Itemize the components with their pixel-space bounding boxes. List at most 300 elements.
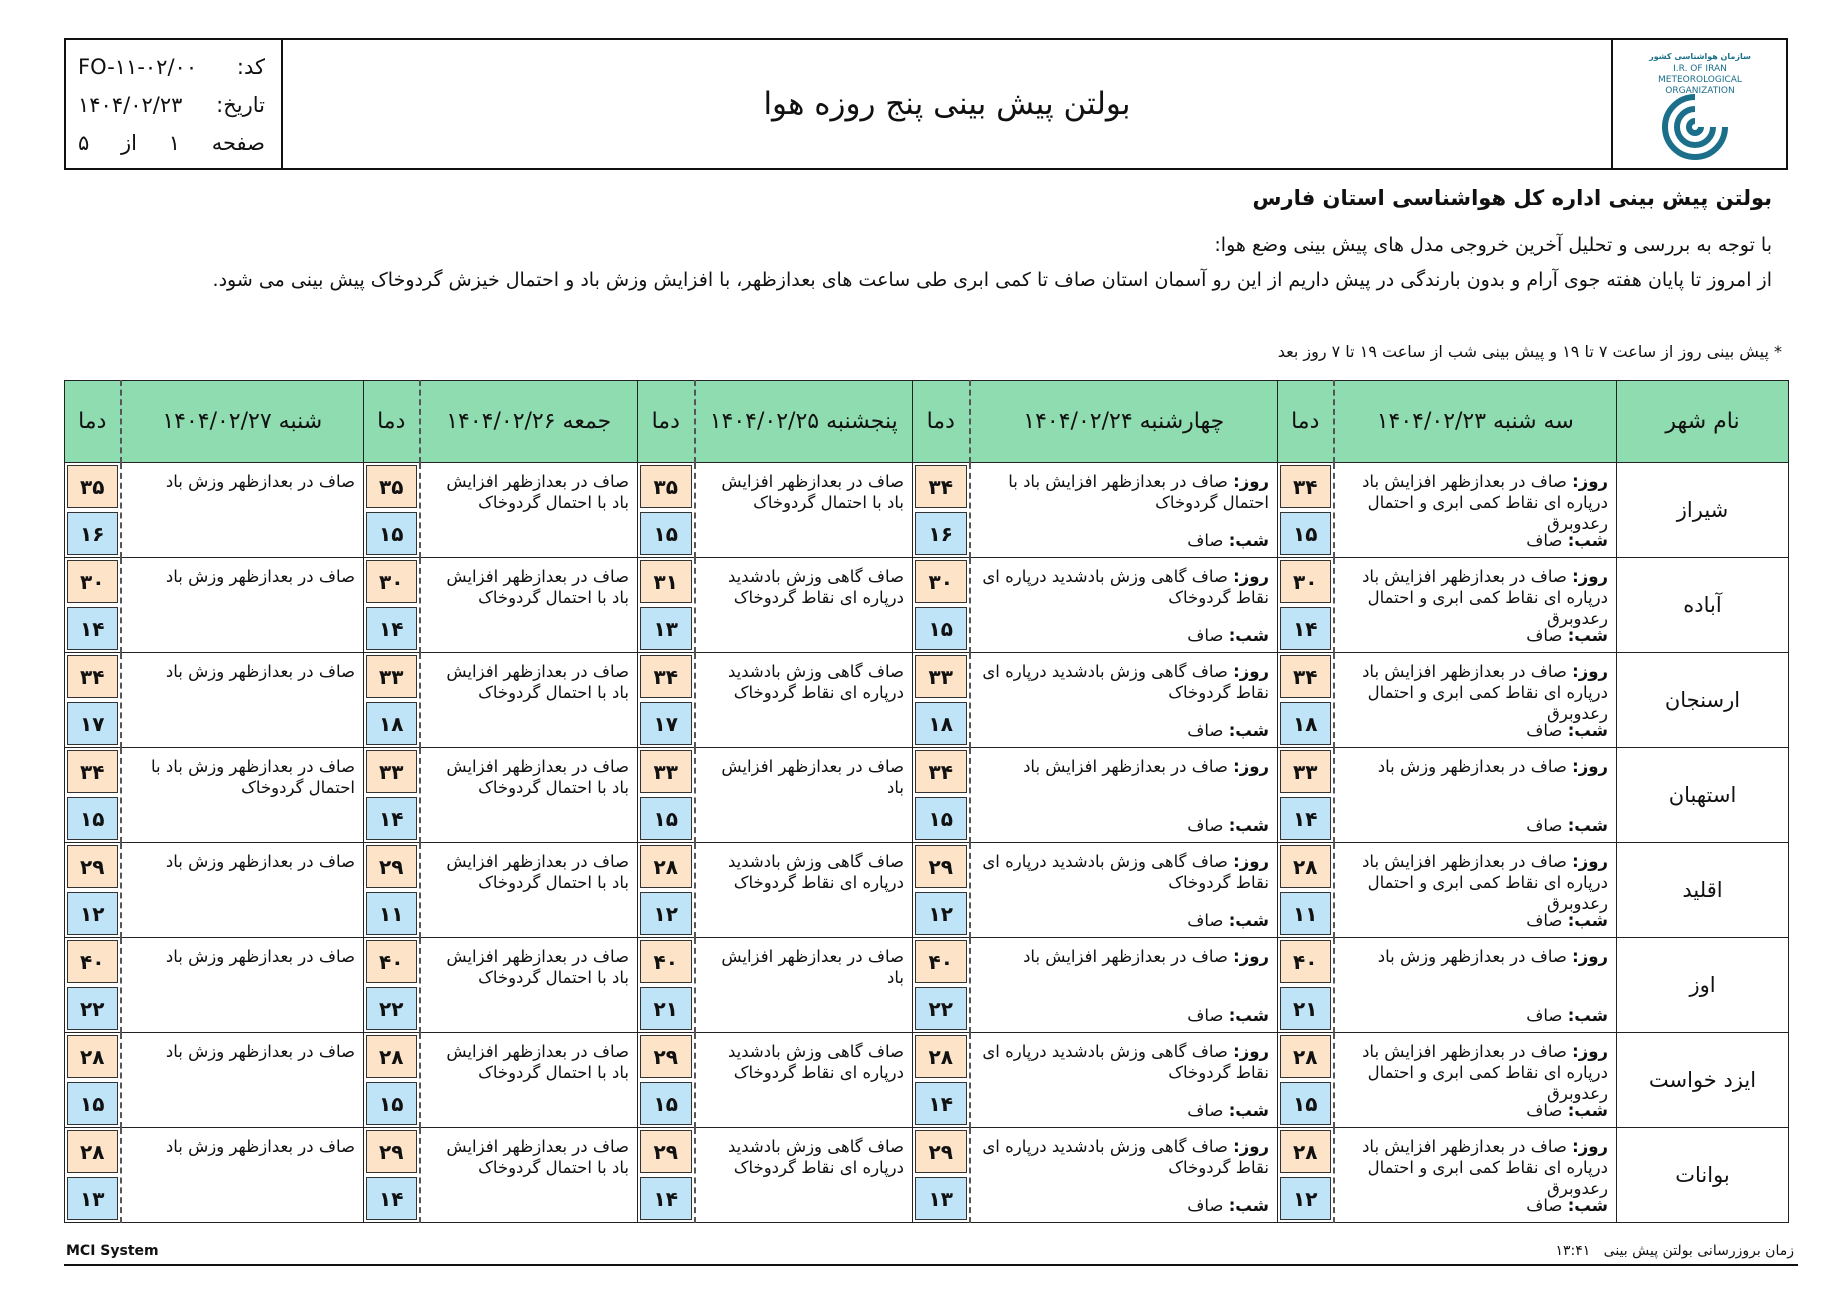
city-name: اوز (1617, 938, 1789, 1033)
temp-4-header: دما (364, 381, 420, 463)
min-temperature: ۱۵ (640, 512, 692, 555)
city-name: ارسنجان (1617, 653, 1789, 748)
forecast-hours-note: * پیش بینی روز از ساعت ۷ تا ۱۹ و پیش بینی شب از ساعت ۱۹ تا ۷ روز بعد (1277, 342, 1782, 361)
max-temperature: ۲۸ (1280, 1130, 1331, 1173)
temperature-cell (1278, 653, 1334, 748)
min-temperature: ۱۱ (366, 892, 417, 935)
temperature-cell (65, 748, 121, 843)
logo-en-line3: ORGANIZATION (1664, 85, 1735, 96)
forecast-description (420, 938, 638, 1033)
day-label: روز: (1233, 1042, 1269, 1061)
forecast-text: صاف در بعدازظهر وزش باد (165, 1042, 355, 1061)
forecast-text: صاف در بعدازظهر افزایش باد با احتمال گردوخاک (446, 662, 629, 702)
night-label: شب: (1228, 626, 1269, 645)
max-temperature: ۴۰ (366, 940, 417, 983)
day-label: روز: (1572, 757, 1608, 776)
night-forecast-line (1526, 910, 1608, 931)
min-temperature: ۱۷ (67, 702, 118, 745)
day-forecast: صاف گاهی وزش بادشدید درپاره ای نقاط گردوخاک (982, 1137, 1269, 1177)
min-temperature: ۱۴ (366, 607, 417, 650)
day-forecast: صاف گاهی وزش بادشدید درپاره ای نقاط گردوخاک (982, 567, 1269, 607)
forecast-description (1334, 748, 1617, 843)
forecast-description (695, 843, 913, 938)
night-label: شب: (1567, 531, 1608, 550)
day-label: روز: (1233, 472, 1269, 491)
day-label: روز: (1572, 472, 1608, 491)
forecast-description (1334, 463, 1617, 558)
temperature-cell (638, 748, 695, 843)
min-temperature: ۱۲ (640, 892, 692, 935)
forecast-description (121, 938, 364, 1033)
logo-en-line2: METEOROLOGICAL (1657, 74, 1742, 85)
forecast-text: صاف در بعدازظهر وزش باد (165, 947, 355, 966)
day-label: روز: (1572, 567, 1608, 586)
system-label: MCI System (66, 1243, 159, 1259)
forecast-description (420, 1033, 638, 1128)
max-temperature: ۲۸ (640, 845, 692, 888)
forecast-text: صاف در بعدازظهر وزش باد (165, 567, 355, 586)
max-temperature: ۳۰ (67, 560, 118, 603)
night-forecast-line (1526, 530, 1608, 551)
min-temperature: ۲۲ (67, 987, 118, 1030)
temperature-cell (1278, 1128, 1334, 1223)
forecast-text: صاف در بعدازظهر افزایش باد (721, 947, 904, 987)
max-temperature: ۳۵ (366, 465, 417, 508)
forecast-description (695, 463, 913, 558)
forecast-description (970, 1128, 1278, 1223)
max-temperature: ۲۸ (1280, 845, 1331, 888)
intro-line-2: از امروز تا پایان هفته جوی آرام و بدون بارندگی در پیش داریم از این رو آسمان استان صاف تا کمی ابری طی ساعت های بعدازظهر، با افزایش وزش باد و احتمال خیزش گردوخاک پیش بینی می شود. (212, 269, 1772, 291)
min-temperature: ۱۳ (915, 1177, 967, 1220)
night-forecast: صاف (1526, 1196, 1563, 1215)
forecast-description (1334, 653, 1617, 748)
temperature-cell (913, 1033, 970, 1128)
forecast-description (1334, 1128, 1617, 1223)
forecast-description (695, 938, 913, 1033)
city-column-header: نام شهر (1617, 381, 1789, 463)
min-temperature: ۲۲ (915, 987, 967, 1030)
day-label: روز: (1572, 662, 1608, 681)
max-temperature: ۳۳ (915, 655, 967, 698)
day-forecast: صاف در بعدازظهر وزش باد (1377, 757, 1567, 776)
night-forecast: صاف (1187, 721, 1224, 740)
min-temperature: ۱۴ (915, 1082, 967, 1125)
forecast-description (970, 558, 1278, 653)
day-4-header: جمعه ۱۴۰۴/۰۲/۲۶ (420, 381, 638, 463)
min-temperature: ۱۵ (640, 1082, 692, 1125)
temp-3-header: دما (638, 381, 695, 463)
temperature-cell (638, 938, 695, 1033)
min-temperature: ۱۸ (1280, 702, 1331, 745)
forecast-text: صاف گاهی وزش بادشدید درپاره ای نقاط گردوخاک (728, 567, 904, 607)
night-forecast-line (1526, 815, 1608, 836)
forecast-description (420, 558, 638, 653)
night-label: شب: (1567, 721, 1608, 740)
forecast-text: صاف در بعدازظهر افزایش باد با احتمال گردوخاک (446, 852, 629, 892)
forecast-description (121, 558, 364, 653)
day-label: روز: (1572, 1042, 1608, 1061)
night-label: شب: (1228, 1101, 1269, 1120)
max-temperature: ۳۴ (1280, 655, 1331, 698)
night-forecast-line (1187, 1195, 1269, 1216)
table-row (65, 463, 1789, 558)
city-name: شیراز (1617, 463, 1789, 558)
forecast-description (121, 653, 364, 748)
city-name: اقلید (1617, 843, 1789, 938)
forecast-text: صاف گاهی وزش بادشدید درپاره ای نقاط گردوخاک (728, 1137, 904, 1177)
forecast-text: صاف در بعدازظهر افزایش باد با احتمال گردوخاک (721, 472, 904, 512)
night-label: شب: (1228, 1006, 1269, 1025)
max-temperature: ۳۴ (1280, 465, 1331, 508)
night-forecast-line (1526, 1005, 1608, 1026)
min-temperature: ۱۲ (1280, 1177, 1331, 1220)
max-temperature: ۲۸ (67, 1035, 118, 1078)
night-forecast: صاف (1526, 816, 1563, 835)
temperature-cell (1278, 748, 1334, 843)
date-value: ۱۴۰۴/۰۲/۲۳ (78, 93, 183, 117)
max-temperature: ۳۰ (366, 560, 417, 603)
min-temperature: ۱۱ (1280, 892, 1331, 935)
night-forecast: صاف (1187, 911, 1224, 930)
intro-paragraph (72, 228, 1772, 298)
temperature-cell (65, 653, 121, 748)
forecast-description (1334, 558, 1617, 653)
temperature-cell (364, 463, 420, 558)
day-5-header: شنبه ۱۴۰۴/۰۲/۲۷ (121, 381, 364, 463)
max-temperature: ۲۹ (640, 1035, 692, 1078)
max-temperature: ۲۹ (366, 1130, 417, 1173)
temperature-cell (913, 1128, 970, 1223)
max-temperature: ۳۴ (67, 655, 118, 698)
max-temperature: ۴۰ (1280, 940, 1331, 983)
forecast-description (695, 653, 913, 748)
temperature-cell (364, 938, 420, 1033)
city-name: استهبان (1617, 748, 1789, 843)
temperature-cell (913, 748, 970, 843)
forecast-description (420, 843, 638, 938)
min-temperature: ۱۵ (915, 797, 967, 840)
day-forecast: صاف در بعدازظهر افزایش باد (1023, 757, 1228, 776)
forecast-table (64, 380, 1789, 1223)
document-code-block (66, 40, 283, 168)
forecast-description (695, 1128, 913, 1223)
temperature-cell (1278, 558, 1334, 653)
forecast-text: صاف در بعدازظهر وزش باد (165, 662, 355, 681)
day-label: روز: (1233, 567, 1269, 586)
night-forecast: صاف (1187, 816, 1224, 835)
min-temperature: ۱۷ (640, 702, 692, 745)
day-forecast: صاف گاهی وزش بادشدید درپاره ای نقاط گردوخاک (982, 1042, 1269, 1082)
min-temperature: ۱۳ (640, 607, 692, 650)
forecast-description (420, 748, 638, 843)
temperature-cell (638, 1128, 695, 1223)
day-label: روز: (1233, 757, 1269, 776)
temperature-cell (364, 653, 420, 748)
forecast-text: صاف در بعدازظهر وزش باد (165, 472, 355, 491)
max-temperature: ۳۰ (915, 560, 967, 603)
forecast-text: صاف در بعدازظهر وزش باد با احتمال گردوخاک (151, 757, 355, 797)
day-label: روز: (1572, 1137, 1608, 1156)
day-label: روز: (1233, 662, 1269, 681)
max-temperature: ۳۵ (640, 465, 692, 508)
code-label: کد: (236, 55, 265, 79)
day-label: روز: (1233, 947, 1269, 966)
day-forecast: صاف در بعدازظهر افزایش باد با احتمال گردوخاک (1008, 472, 1269, 512)
forecast-description (121, 843, 364, 938)
min-temperature: ۱۲ (915, 892, 967, 935)
page-total: ۵ (78, 131, 90, 155)
temperature-cell (65, 463, 121, 558)
table-row (65, 1128, 1789, 1223)
forecast-description (121, 463, 364, 558)
forecast-description (1334, 1033, 1617, 1128)
max-temperature: ۲۹ (640, 1130, 692, 1173)
forecast-text: صاف گاهی وزش بادشدید درپاره ای نقاط گردوخاک (728, 1042, 904, 1082)
table-row (65, 748, 1789, 843)
forecast-description (420, 463, 638, 558)
page-of: از (121, 131, 137, 155)
night-label: شب: (1567, 816, 1608, 835)
table-header-row (65, 381, 1789, 463)
day-label: روز: (1572, 852, 1608, 871)
table-row (65, 938, 1789, 1033)
max-temperature: ۳۴ (915, 465, 967, 508)
logo-fa-text: سازمان هواشناسی کشور (1648, 51, 1751, 61)
max-temperature: ۲۸ (915, 1035, 967, 1078)
night-forecast-line (1526, 720, 1608, 741)
min-temperature: ۱۶ (67, 512, 118, 555)
max-temperature: ۳۴ (915, 750, 967, 793)
night-forecast-line (1526, 625, 1608, 646)
max-temperature: ۳۴ (67, 750, 118, 793)
temperature-cell (65, 938, 121, 1033)
forecast-description (970, 843, 1278, 938)
footer-divider (64, 1264, 1798, 1266)
min-temperature: ۱۵ (915, 607, 967, 650)
day-3-header: پنجشنبه ۱۴۰۴/۰۲/۲۵ (695, 381, 913, 463)
meteorological-organization-logo (1611, 40, 1786, 168)
forecast-text: صاف در بعدازظهر افزایش باد با احتمال گردوخاک (446, 567, 629, 607)
night-label: شب: (1228, 721, 1269, 740)
temperature-cell (638, 558, 695, 653)
max-temperature: ۴۰ (640, 940, 692, 983)
forecast-text: صاف در بعدازظهر افزایش باد با احتمال گردوخاک (446, 1042, 629, 1082)
min-temperature: ۱۵ (1280, 1082, 1331, 1125)
city-name: آباده (1617, 558, 1789, 653)
day-forecast: صاف در بعدازظهر افزایش باد درپاره ای نقاط کمی ابری و احتمال رعدوبرق (1362, 1137, 1608, 1198)
forecast-description (695, 1033, 913, 1128)
max-temperature: ۲۹ (915, 1130, 967, 1173)
temperature-cell (638, 653, 695, 748)
night-forecast: صاف (1187, 626, 1224, 645)
min-temperature: ۱۴ (640, 1177, 692, 1220)
min-temperature: ۱۴ (67, 607, 118, 650)
max-temperature: ۳۱ (640, 560, 692, 603)
day-label: روز: (1233, 1137, 1269, 1156)
night-forecast-line (1526, 1195, 1608, 1216)
min-temperature: ۱۵ (1280, 512, 1331, 555)
night-forecast: صاف (1187, 531, 1224, 550)
night-forecast: صاف (1187, 1101, 1224, 1120)
night-forecast: صاف (1526, 1006, 1563, 1025)
day-2-header: چهارشنبه ۱۴۰۴/۰۲/۲۴ (970, 381, 1278, 463)
temp-2-header: دما (913, 381, 970, 463)
max-temperature: ۳۰ (1280, 560, 1331, 603)
temperature-cell (913, 653, 970, 748)
night-forecast-line (1526, 1100, 1608, 1121)
night-forecast-line (1187, 815, 1269, 836)
city-name: بوانات (1617, 1128, 1789, 1223)
forecast-description (695, 558, 913, 653)
day-forecast: صاف در بعدازظهر افزایش باد درپاره ای نقاط کمی ابری و احتمال رعدوبرق (1362, 1042, 1608, 1103)
temperature-cell (65, 558, 121, 653)
table-row (65, 653, 1789, 748)
min-temperature: ۱۴ (1280, 797, 1331, 840)
night-forecast: صاف (1187, 1006, 1224, 1025)
max-temperature: ۲۸ (1280, 1035, 1331, 1078)
update-time-label (1556, 1243, 1795, 1259)
min-temperature: ۲۱ (1280, 987, 1331, 1030)
forecast-description (121, 748, 364, 843)
max-temperature: ۲۹ (366, 845, 417, 888)
date-label: تاریخ: (216, 93, 265, 117)
min-temperature: ۱۴ (366, 797, 417, 840)
day-forecast: صاف در بعدازظهر افزایش باد درپاره ای نقاط کمی ابری و احتمال رعدوبرق (1362, 852, 1608, 913)
page-label: صفحه (211, 131, 265, 155)
max-temperature: ۲۸ (67, 1130, 118, 1173)
temperature-cell (1278, 463, 1334, 558)
night-label: شب: (1228, 531, 1269, 550)
temperature-cell (364, 748, 420, 843)
temperature-cell (65, 1128, 121, 1223)
temperature-cell (65, 843, 121, 938)
forecast-text: صاف در بعدازظهر افزایش باد (721, 757, 904, 797)
min-temperature: ۱۸ (366, 702, 417, 745)
forecast-text: صاف در بعدازظهر افزایش باد با احتمال گردوخاک (446, 947, 629, 987)
forecast-text: صاف گاهی وزش بادشدید درپاره ای نقاط گردوخاک (728, 662, 904, 702)
forecast-text: صاف در بعدازظهر وزش باد (165, 1137, 355, 1156)
temperature-cell (364, 1128, 420, 1223)
bulletin-subtitle: بولتن پیش بینی اداره کل هواشناسی استان فارس (1252, 186, 1772, 210)
table-row (65, 558, 1789, 653)
min-temperature: ۱۵ (640, 797, 692, 840)
forecast-description (121, 1128, 364, 1223)
night-forecast: صاف (1526, 911, 1563, 930)
temperature-cell (638, 1033, 695, 1128)
page-current: ۱ (168, 131, 180, 155)
forecast-description (695, 748, 913, 843)
night-forecast-line (1187, 720, 1269, 741)
temp-1-header: دما (1278, 381, 1334, 463)
day-label: روز: (1233, 852, 1269, 871)
temperature-cell (913, 938, 970, 1033)
night-label: شب: (1567, 1101, 1608, 1120)
temp-5-header: دما (65, 381, 121, 463)
forecast-description (970, 938, 1278, 1033)
night-label: شب: (1567, 1196, 1608, 1215)
day-forecast: صاف در بعدازظهر افزایش باد درپاره ای نقاط کمی ابری و احتمال رعدوبرق (1362, 472, 1608, 533)
day-forecast: صاف در بعدازظهر وزش باد (1377, 947, 1567, 966)
max-temperature: ۴۰ (915, 940, 967, 983)
max-temperature: ۲۹ (67, 845, 118, 888)
max-temperature: ۲۸ (366, 1035, 417, 1078)
night-forecast: صاف (1526, 626, 1563, 645)
forecast-description (970, 1033, 1278, 1128)
day-forecast: صاف در بعدازظهر افزایش باد درپاره ای نقاط کمی ابری و احتمال رعدوبرق (1362, 567, 1608, 628)
night-forecast-line (1187, 1005, 1269, 1026)
update-label: زمان بروزرسانی بولتن پیش بینی (1603, 1243, 1794, 1259)
temperature-cell (913, 463, 970, 558)
temperature-cell (913, 843, 970, 938)
temperature-cell (1278, 1033, 1334, 1128)
temperature-cell (364, 1033, 420, 1128)
temperature-cell (638, 463, 695, 558)
forecast-text: صاف در بعدازظهر افزایش باد با احتمال گردوخاک (446, 757, 629, 797)
forecast-description (1334, 843, 1617, 938)
forecast-description (1334, 938, 1617, 1033)
min-temperature: ۱۵ (366, 512, 417, 555)
min-temperature: ۲۱ (640, 987, 692, 1030)
table-row (65, 843, 1789, 938)
bulletin-header (64, 38, 1788, 170)
forecast-description (420, 1128, 638, 1223)
night-label: شب: (1567, 911, 1608, 930)
min-temperature: ۱۳ (67, 1177, 118, 1220)
night-forecast-line (1187, 1100, 1269, 1121)
day-forecast: صاف در بعدازظهر افزایش باد درپاره ای نقاط کمی ابری و احتمال رعدوبرق (1362, 662, 1608, 723)
night-forecast-line (1187, 530, 1269, 551)
night-label: شب: (1228, 1196, 1269, 1215)
night-label: شب: (1567, 626, 1608, 645)
forecast-description (121, 1033, 364, 1128)
forecast-description (970, 463, 1278, 558)
night-forecast: صاف (1526, 721, 1563, 740)
code-value: FO-۱۱-۰۲/۰۰ (78, 55, 198, 79)
day-label: روز: (1572, 947, 1608, 966)
night-forecast: صاف (1187, 1196, 1224, 1215)
temperature-cell (913, 558, 970, 653)
forecast-description (970, 653, 1278, 748)
min-temperature: ۱۴ (1280, 607, 1331, 650)
temperature-cell (638, 843, 695, 938)
max-temperature: ۳۳ (640, 750, 692, 793)
night-forecast: صاف (1526, 1101, 1563, 1120)
min-temperature: ۱۵ (67, 797, 118, 840)
day-forecast: صاف گاهی وزش بادشدید درپاره ای نقاط گردوخاک (982, 852, 1269, 892)
min-temperature: ۱۶ (915, 512, 967, 555)
table-row (65, 1033, 1789, 1128)
max-temperature: ۳۳ (1280, 750, 1331, 793)
night-label: شب: (1228, 911, 1269, 930)
day-forecast: صاف گاهی وزش بادشدید درپاره ای نقاط گردوخاک (982, 662, 1269, 702)
night-forecast-line (1187, 625, 1269, 646)
temperature-cell (1278, 938, 1334, 1033)
night-forecast: صاف (1526, 531, 1563, 550)
forecast-text: صاف در بعدازظهر افزایش باد با احتمال گردوخاک (446, 472, 629, 512)
page-title: بولتن پیش بینی پنج روزه هوا (763, 86, 1131, 122)
min-temperature: ۱۸ (915, 702, 967, 745)
forecast-description (420, 653, 638, 748)
max-temperature: ۴۰ (67, 940, 118, 983)
min-temperature: ۱۵ (366, 1082, 417, 1125)
day-forecast: صاف در بعدازظهر افزایش باد (1023, 947, 1228, 966)
forecast-text: صاف در بعدازظهر وزش باد (165, 852, 355, 871)
min-temperature: ۱۵ (67, 1082, 118, 1125)
forecast-text: صاف گاهی وزش بادشدید درپاره ای نقاط گردوخاک (728, 852, 904, 892)
min-temperature: ۱۴ (366, 1177, 417, 1220)
temperature-cell (364, 843, 420, 938)
min-temperature: ۲۲ (366, 987, 417, 1030)
